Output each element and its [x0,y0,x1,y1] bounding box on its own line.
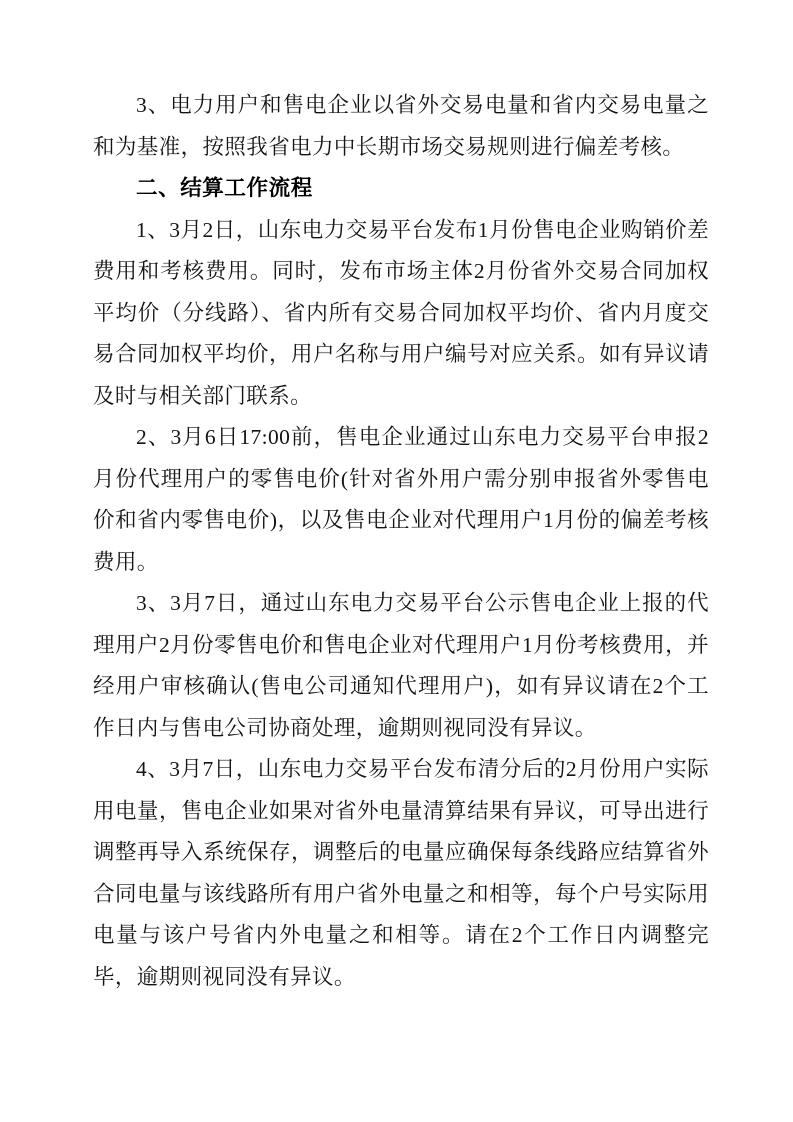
paragraph-step-4: 4、3月7日，山东电力交易平台发布清分后的2月份用户实际用电量，售电企业如果对省外电量清算结果有异议，可导出进行调整再导入系统保存，调整后的电量应确保每条线路应结算省外合同电量与该线路所有用户省外电量之和相等，每个户号实际用电量与该户号省内外电量之和相等。请在2个工作日内调整完毕，逾期则视同没有异议。 [93,757,709,989]
paragraph-step-3: 3、3月7日，通过山东电力交易平台公示售电企业上报的代理用户2月份零售电价和售电企业对代理用户1月份考核费用，并经用户审核确认(售电公司通知代理用户)，如有异议请在2个工作日内与售电公司协商处理，逾期则视同没有异议。 [93,591,710,740]
paragraph-deviation-assessment: 3、电力用户和售电企业以省外交易电量和省内交易电量之和为基准，按照我省电力中长期市场交易规则进行偏差考核。 [93,93,709,159]
document-body [93,85,709,998]
paragraph-step-1: 1、3月2日，山东电力交易平台发布1月份售电企业购销价差费用和考核费用。同时，发布市场主体2月份省外交易合同加权平均价（分线路）、省内所有交易合同加权平均价、省内月度交易合同加权平均价，用户名称与用户编号对应关系。如有异议请及时与相关部门联系。 [93,217,709,408]
paragraph-step-2: 2、3月6日17:00前，售电企业通过山东电力交易平台申报2月份代理用户的零售电价(针对省外用户需分别申报省外零售电价和省内零售电价)，以及售电企业对代理用户1月份的偏差考核费用。 [93,425,709,574]
section-heading-settlement-workflow: 二、结算工作流程 [136,176,313,200]
